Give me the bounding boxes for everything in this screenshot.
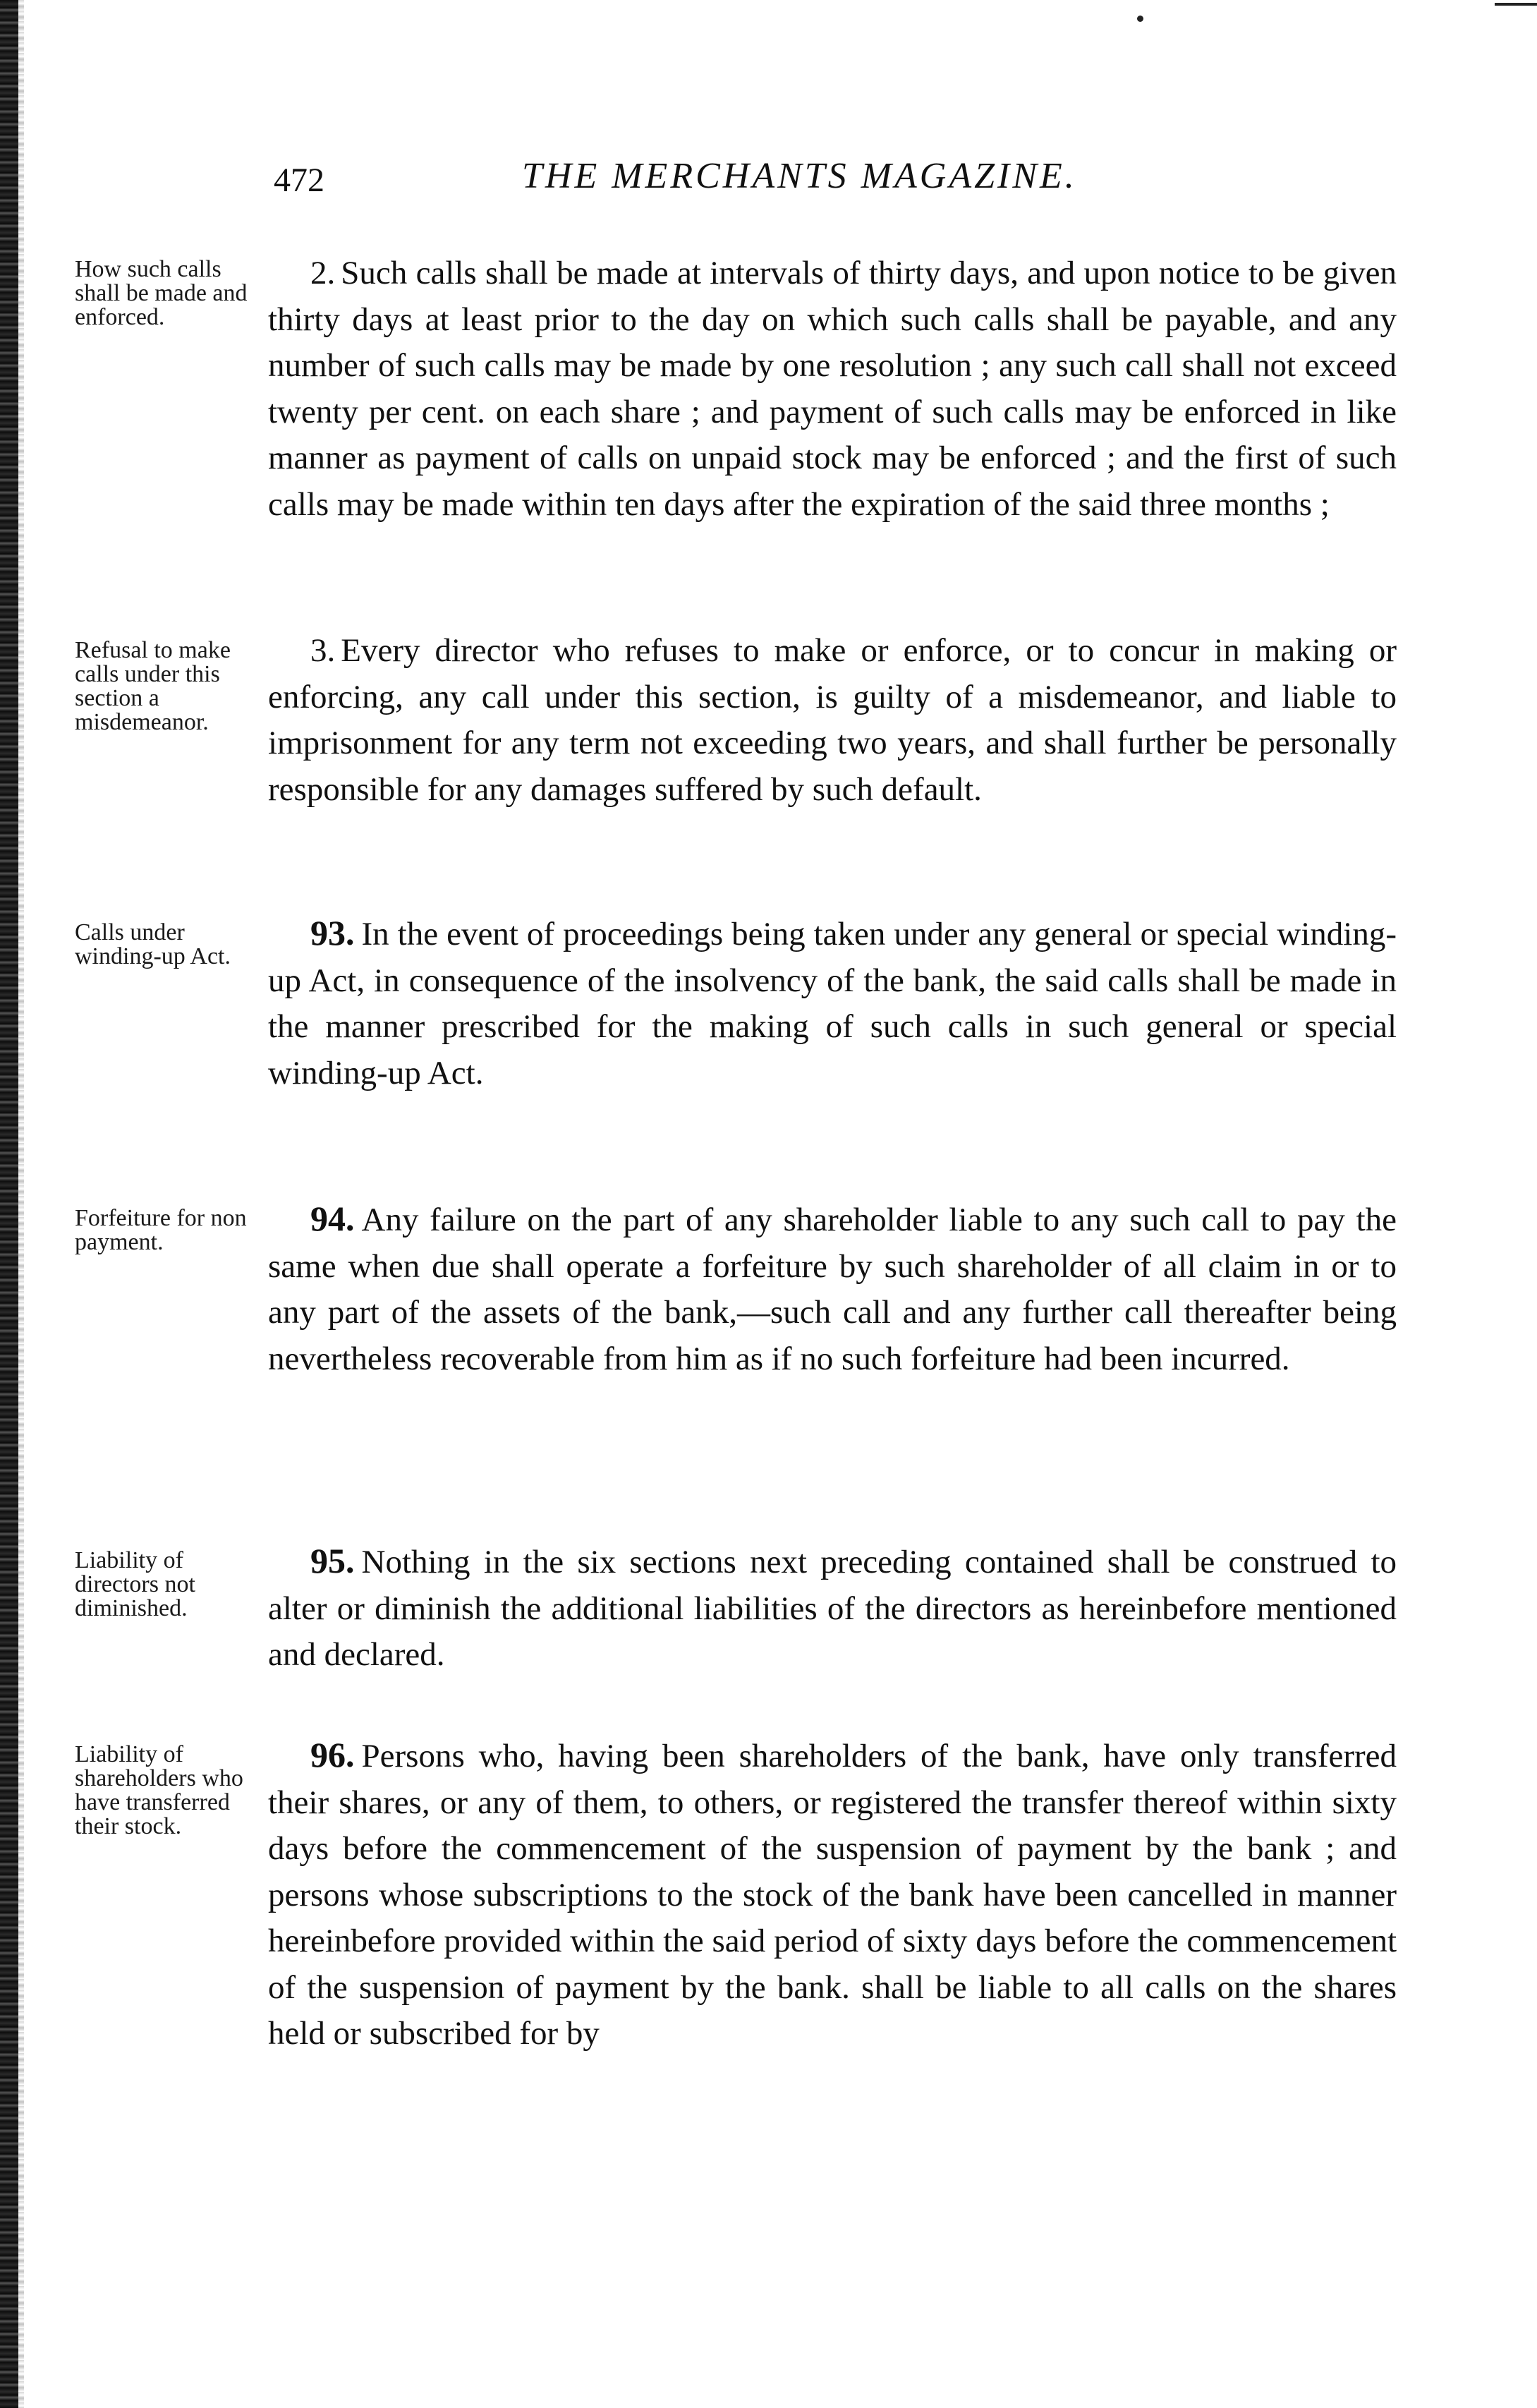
section-number: 95. <box>310 1541 355 1580</box>
paragraph-93 <box>268 910 1397 1096</box>
subsection-number: 2. <box>310 255 336 291</box>
sidenote-liability-shareholders: Liability of shareholders who have transferred their stock. <box>75 1741 243 1839</box>
paragraph-95 <box>268 1538 1397 1678</box>
paragraph-94 <box>268 1196 1397 1382</box>
corner-rule <box>1495 3 1537 6</box>
page-number: 472 <box>274 162 324 199</box>
paragraph-calls <box>268 250 1397 528</box>
page-gutter-shadow <box>18 0 24 2408</box>
paragraph-refusal <box>268 628 1397 813</box>
paragraph-text: Nothing in the six sections next preceding contained shall be construed to alter or diminish the additional liabilities of the directors as hereinbefore mentioned and declared. <box>268 1544 1397 1673</box>
sidenote-refusal: Refusal to make calls under this section a misdemeanor. <box>75 637 231 735</box>
sidenote-liability-directors: Liability of directors not diminished. <box>75 1547 195 1621</box>
ink-speck <box>1137 16 1143 22</box>
section-number: 94. <box>310 1199 355 1238</box>
paragraph-text: Any failure on the part of any shareholder liable to any such call to pay the same when due shall operate a forfeiture by such shareholder of all claim in or to any part of the assets of the bank,—such call and any further call thereafter being nevertheless recoverable from him as if no such forfeiture had been incurred. <box>268 1202 1397 1377</box>
subsection-number: 3. <box>310 632 336 669</box>
paragraph-96 <box>268 1732 1397 2057</box>
sidenote-calls-winding-up: Calls under winding-up Act. <box>75 919 231 969</box>
paragraph-text: Such calls shall be made at intervals of thirty days, and upon notice to be given thirty days at least prior to the day on which such calls shall be payable, and any number of such calls may be made by one resolution ; any such call shall not exceed twenty per cent. on each share ; and payment of such calls may be enforced in like manner as payment of calls on unpaid stock may be enforced ; and the first of such calls may be made within ten days after the expiration of the said three months ; <box>268 255 1397 523</box>
paragraph-text: In the event of proceedings being taken under any general or special winding-up Act, in consequence of the insolvency of the bank, the said calls shall be made in the manner prescribed for the making of such calls in such general or special winding-up Act. <box>268 916 1397 1091</box>
paragraph-text: Persons who, having been shareholders of the bank, have only transferred their shares, or any of them, to others, or registered the transfer thereof within sixty days before the commencement of the suspension of payment by the bank ; and persons whose subscriptions to the stock of the bank have been cancelled in manner hereinbefore provided within the said period of sixty days before the commencement of the suspension of payment by the bank. shall be liable to all calls on the shares held or subscribed for by <box>268 1738 1397 2052</box>
running-head: THE MERCHANTS MAGAZINE. <box>522 156 1077 196</box>
sidenote-forfeiture: Forfeiture for non payment. <box>75 1205 247 1255</box>
section-number: 93. <box>310 913 355 952</box>
paragraph-text: Every director who refuses to make or enforce, or to concur in making or enforcing, any call under this section, is guilty of a misdemeanor, and liable to imprisonment for any term not exceeding two years, and shall further be personally responsible for any damages suffered by such default. <box>268 632 1397 808</box>
sidenote-how-such-calls: How such calls shall be made and enforced. <box>75 256 248 330</box>
section-number: 96. <box>310 1735 355 1774</box>
book-binding-edge <box>0 0 18 2408</box>
